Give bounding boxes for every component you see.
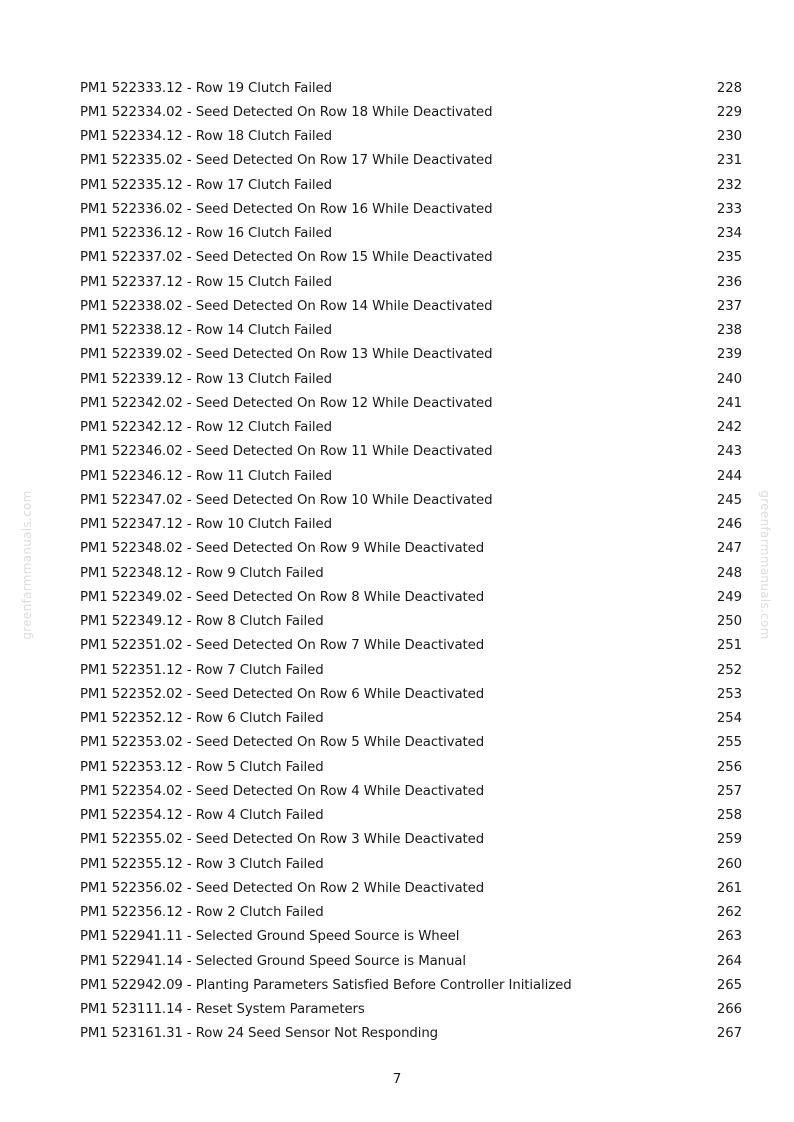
watermark-left: greenfarmmanuals.com <box>20 490 34 640</box>
toc-entry[interactable] <box>80 343 742 367</box>
toc-entry-page[interactable]: 265 <box>716 977 742 993</box>
toc-entry-page[interactable]: 234 <box>716 226 742 242</box>
toc-entry[interactable] <box>80 973 742 997</box>
toc-entry-title[interactable]: PM1 522339.02 - Seed Detected On Row 13 While Deactivated <box>80 347 493 363</box>
toc-entry-page[interactable]: 258 <box>716 808 742 824</box>
toc-entry-title[interactable]: PM1 522349.02 - Seed Detected On Row 8 While Deactivated <box>80 589 485 605</box>
toc-entry-title[interactable]: PM1 522342.02 - Seed Detected On Row 12 While Deactivated <box>80 395 493 411</box>
toc-entry[interactable] <box>80 561 742 585</box>
toc-entry-title[interactable]: PM1 522346.12 - Row 11 Clutch Failed <box>80 468 332 484</box>
toc-entry-page[interactable]: 245 <box>716 492 742 508</box>
toc-entry-page[interactable]: 250 <box>716 614 742 630</box>
toc-entry[interactable] <box>80 682 742 706</box>
toc-entry-page[interactable]: 263 <box>716 929 742 945</box>
toc-entry[interactable] <box>80 125 742 149</box>
toc-entry[interactable] <box>80 294 742 318</box>
toc-entry-page[interactable]: 267 <box>716 1026 742 1042</box>
toc-entry-page[interactable]: 252 <box>716 662 742 678</box>
toc-entry-page[interactable]: 232 <box>716 177 742 193</box>
toc-entry[interactable] <box>80 513 742 537</box>
toc-entry-page[interactable]: 242 <box>716 420 742 436</box>
toc-entry-title[interactable]: PM1 522336.12 - Row 16 Clutch Failed <box>80 226 332 242</box>
toc-entry-title[interactable]: PM1 522354.02 - Seed Detected On Row 4 While Deactivated <box>80 783 485 799</box>
toc-entry[interactable] <box>80 852 742 876</box>
toc-entry[interactable] <box>80 828 742 852</box>
toc-entry[interactable] <box>80 391 742 415</box>
toc-entry[interactable] <box>80 634 742 658</box>
toc-entry-page[interactable]: 266 <box>716 1002 742 1018</box>
toc-entry-page[interactable]: 237 <box>716 298 742 314</box>
toc-entry-page[interactable]: 235 <box>716 250 742 266</box>
toc-entry[interactable] <box>80 197 742 221</box>
toc-entry-title[interactable]: PM1 523161.31 - Row 24 Seed Sensor Not Responding <box>80 1026 439 1042</box>
toc-entry-page[interactable]: 262 <box>716 905 742 921</box>
toc-entry-page[interactable]: 230 <box>716 129 742 145</box>
toc-entry[interactable] <box>80 319 742 343</box>
toc-entry-title[interactable]: PM1 522337.02 - Seed Detected On Row 15 While Deactivated <box>80 250 493 266</box>
toc-entry-page[interactable]: 236 <box>716 274 742 290</box>
toc-entry-title[interactable]: PM1 522351.02 - Seed Detected On Row 7 While Deactivated <box>80 638 485 654</box>
toc-entry-title[interactable]: PM1 522941.14 - Selected Ground Speed Source is Manual <box>80 953 466 969</box>
toc-entry[interactable] <box>80 1022 742 1046</box>
toc-entry-title[interactable]: PM1 522347.02 - Seed Detected On Row 10 While Deactivated <box>80 492 493 508</box>
toc-entry[interactable] <box>80 731 742 755</box>
toc-entry[interactable] <box>80 779 742 803</box>
toc-entry-title[interactable]: PM1 522353.02 - Seed Detected On Row 5 While Deactivated <box>80 735 485 751</box>
toc-entry-title[interactable]: PM1 522941.11 - Selected Ground Speed Source is Wheel <box>80 929 460 945</box>
toc-entry-page[interactable]: 247 <box>716 541 742 557</box>
toc-entry[interactable] <box>80 270 742 294</box>
toc-entry[interactable] <box>80 464 742 488</box>
toc-entry[interactable] <box>80 173 742 197</box>
toc-entry[interactable] <box>80 537 742 561</box>
toc-entry-title[interactable]: PM1 522337.12 - Row 15 Clutch Failed <box>80 274 332 290</box>
toc-entry-title[interactable]: PM1 522342.12 - Row 12 Clutch Failed <box>80 420 332 436</box>
toc-entry-title[interactable]: PM1 522338.12 - Row 14 Clutch Failed <box>80 323 332 339</box>
toc-entry-page[interactable]: 239 <box>716 347 742 363</box>
toc-entry[interactable] <box>80 707 742 731</box>
toc-entry-title[interactable]: PM1 522346.02 - Seed Detected On Row 11 While Deactivated <box>80 444 493 460</box>
toc-entry-title[interactable]: PM1 522353.12 - Row 5 Clutch Failed <box>80 759 324 775</box>
toc-entry-title[interactable]: PM1 522347.12 - Row 10 Clutch Failed <box>80 517 332 533</box>
watermark-right: greenfarmmanuals.com <box>758 490 772 640</box>
toc-entry-page[interactable]: 241 <box>716 395 742 411</box>
toc-entry-title[interactable]: PM1 523111.14 - Reset System Parameters <box>80 1002 365 1018</box>
toc-entry-page[interactable]: 229 <box>716 104 742 120</box>
toc-entry[interactable] <box>80 998 742 1022</box>
toc-entry[interactable] <box>80 610 742 634</box>
table-of-contents <box>80 76 742 1046</box>
toc-entry[interactable] <box>80 949 742 973</box>
toc-entry-title[interactable]: PM1 522338.02 - Seed Detected On Row 14 While Deactivated <box>80 298 493 314</box>
toc-entry-page[interactable]: 243 <box>716 444 742 460</box>
page-number: 7 <box>392 1071 402 1087</box>
toc-entry-page[interactable]: 256 <box>716 759 742 775</box>
toc-entry-title[interactable]: PM1 522336.02 - Seed Detected On Row 16 While Deactivated <box>80 201 493 217</box>
toc-entry[interactable] <box>80 76 742 100</box>
toc-entry[interactable] <box>80 876 742 900</box>
toc-entry-title[interactable]: PM1 522348.02 - Seed Detected On Row 9 While Deactivated <box>80 541 485 557</box>
toc-entry-page[interactable]: 228 <box>716 80 742 96</box>
toc-entry-title[interactable]: PM1 522339.12 - Row 13 Clutch Failed <box>80 371 332 387</box>
toc-entry[interactable] <box>80 804 742 828</box>
toc-entry[interactable] <box>80 585 742 609</box>
toc-entry[interactable] <box>80 658 742 682</box>
toc-entry-title[interactable]: PM1 522351.12 - Row 7 Clutch Failed <box>80 662 324 678</box>
toc-entry-title[interactable]: PM1 522335.12 - Row 17 Clutch Failed <box>80 177 332 193</box>
toc-entry-page[interactable]: 244 <box>716 468 742 484</box>
toc-entry[interactable] <box>80 901 742 925</box>
toc-entry[interactable] <box>80 416 742 440</box>
toc-entry-title[interactable]: PM1 522356.12 - Row 2 Clutch Failed <box>80 905 324 921</box>
toc-entry-page[interactable]: 246 <box>716 517 742 533</box>
toc-entry-page[interactable]: 249 <box>716 589 742 605</box>
toc-entry[interactable] <box>80 755 742 779</box>
toc-entry-title[interactable]: PM1 522354.12 - Row 4 Clutch Failed <box>80 808 324 824</box>
toc-entry-page[interactable]: 253 <box>716 686 742 702</box>
toc-entry-title[interactable]: PM1 522352.12 - Row 6 Clutch Failed <box>80 711 324 727</box>
toc-entry-title[interactable]: PM1 522352.02 - Seed Detected On Row 6 While Deactivated <box>80 686 485 702</box>
toc-entry[interactable] <box>80 925 742 949</box>
toc-entry[interactable] <box>80 367 742 391</box>
toc-entry-page[interactable]: 255 <box>716 735 742 751</box>
toc-entry-page[interactable]: 231 <box>716 153 742 169</box>
toc-entry[interactable] <box>80 100 742 124</box>
toc-entry-page[interactable]: 257 <box>716 783 742 799</box>
toc-entry-page[interactable]: 251 <box>716 638 742 654</box>
toc-entry-page[interactable]: 264 <box>716 953 742 969</box>
toc-entry[interactable] <box>80 440 742 464</box>
toc-entry-title[interactable]: PM1 522335.02 - Seed Detected On Row 17 While Deactivated <box>80 153 493 169</box>
toc-entry-page[interactable]: 259 <box>716 832 742 848</box>
toc-entry[interactable] <box>80 246 742 270</box>
toc-entry[interactable] <box>80 222 742 246</box>
toc-entry-page[interactable]: 240 <box>716 371 742 387</box>
toc-entry-title[interactable]: PM1 522348.12 - Row 9 Clutch Failed <box>80 565 324 581</box>
toc-entry-title[interactable]: PM1 522355.12 - Row 3 Clutch Failed <box>80 856 324 872</box>
toc-entry-page[interactable]: 248 <box>716 565 742 581</box>
toc-entry[interactable] <box>80 149 742 173</box>
toc-entry-title[interactable]: PM1 522349.12 - Row 8 Clutch Failed <box>80 614 324 630</box>
toc-entry-page[interactable]: 233 <box>716 201 742 217</box>
toc-entry-page[interactable]: 260 <box>716 856 742 872</box>
toc-entry-title[interactable]: PM1 522334.02 - Seed Detected On Row 18 While Deactivated <box>80 104 493 120</box>
toc-entry-title[interactable]: PM1 522333.12 - Row 19 Clutch Failed <box>80 80 332 96</box>
toc-entry[interactable] <box>80 488 742 512</box>
toc-entry-page[interactable]: 261 <box>716 880 742 896</box>
toc-entry-title[interactable]: PM1 522356.02 - Seed Detected On Row 2 While Deactivated <box>80 880 485 896</box>
toc-entry-page[interactable]: 238 <box>716 323 742 339</box>
toc-entry-title[interactable]: PM1 522334.12 - Row 18 Clutch Failed <box>80 129 332 145</box>
toc-entry-title[interactable]: PM1 522942.09 - Planting Parameters Satisfied Before Controller Initialized <box>80 977 572 993</box>
toc-entry-title[interactable]: PM1 522355.02 - Seed Detected On Row 3 While Deactivated <box>80 832 485 848</box>
toc-entry-page[interactable]: 254 <box>716 711 742 727</box>
